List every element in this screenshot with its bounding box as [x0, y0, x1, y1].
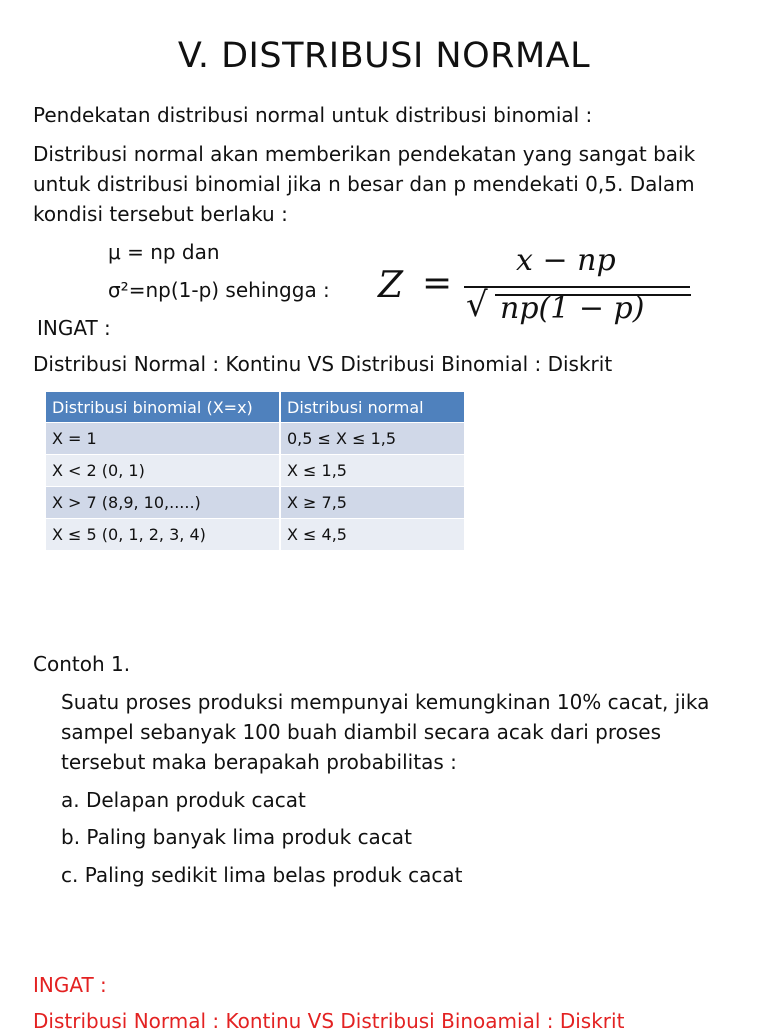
table-cell: X > 7 (8,9, 10,.....) — [46, 487, 280, 519]
example-item-c: c. Paling sedikit lima belas produk cacat — [61, 863, 463, 887]
z-formula — [378, 243, 698, 327]
table-cell: X < 2 (0, 1) — [46, 455, 280, 487]
table-cell: 0,5 ≤ X ≤ 1,5 — [280, 423, 464, 455]
square-root-icon: √ — [466, 285, 488, 325]
page-title: V. DISTRIBUSI NORMAL — [177, 36, 591, 76]
comparison-line: Distribusi Normal : Kontinu VS Distribusi Binomial : Diskrit — [33, 352, 613, 376]
table-header-row — [46, 392, 464, 423]
table-cell: X ≥ 7,5 — [280, 487, 464, 519]
intro-text: Pendekatan distribusi normal untuk distribusi binomial : — [33, 103, 593, 127]
example-item-a: a. Delapan produk cacat — [61, 788, 306, 812]
header-normal: Distribusi normal — [280, 392, 464, 423]
table-row — [46, 519, 464, 551]
table-row — [46, 455, 464, 487]
table-cell: X ≤ 4,5 — [280, 519, 464, 551]
ingat-label: INGAT : — [37, 316, 111, 340]
table-row — [46, 487, 464, 519]
mu-equation: μ = np dan — [108, 240, 220, 264]
table-cell: X ≤ 1,5 — [280, 455, 464, 487]
table-row — [46, 423, 464, 455]
main-paragraph: Distribusi normal akan memberikan pendekatan yang sangat baik untuk distribusi binomial jika n besar dan p mendekati 0,5. Dalam kondisi tersebut berlaku : — [33, 142, 696, 226]
table-cell: X ≤ 5 (0, 1, 2, 3, 4) — [46, 519, 280, 551]
header-binomial: Distribusi binomial (X=x) — [46, 392, 280, 423]
example-item-b: b. Paling banyak lima produk cacat — [61, 825, 412, 849]
distribution-table — [46, 392, 464, 550]
footer-comparison: Distribusi Normal : Kontinu VS Distribusi Binoamial : Diskrit — [33, 1009, 625, 1033]
formula-lhs: Z — [378, 265, 404, 306]
fraction-bar — [464, 286, 690, 288]
table-cell: X = 1 — [46, 423, 280, 455]
formula-numerator: x − np — [516, 243, 616, 278]
example-text: Suatu proses produksi mempunyai kemungkinan 10% cacat, jika sampel sebanyak 100 buah diambil secara acak dari proses tersebut maka berapakah probabilitas : — [61, 690, 710, 774]
footer-ingat: INGAT : — [33, 973, 107, 997]
formula-denominator: np(1 − p) — [500, 291, 645, 326]
sigma-equation: σ²=np(1-p) sehingga : — [108, 278, 330, 302]
formula-equals: = — [422, 263, 453, 304]
example-heading: Contoh 1. — [33, 652, 131, 676]
